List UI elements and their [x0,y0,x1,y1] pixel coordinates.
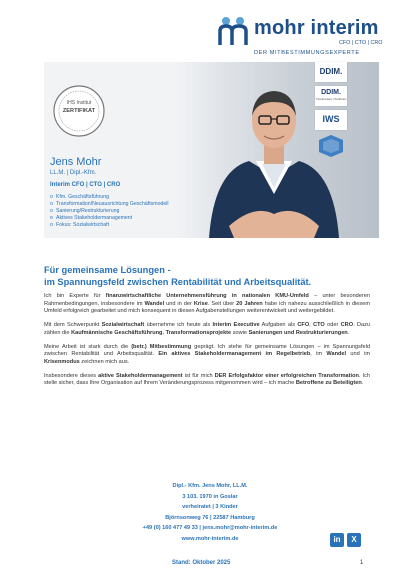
iws-logo-text: IWS [322,114,340,124]
bullet-icon: o [50,222,53,228]
emphasis-text: Transformationsprojekte [165,329,232,336]
emphasis-text: Sozialwirtschaft [101,322,145,329]
logo-tagline: DER MITBESTIMMUNGSEXPERTE [254,50,360,56]
emphasis-text: Krisenmodus [44,358,80,365]
badge-institute-label: IHS Institut [66,100,92,106]
profile-credentials: LL.M. | Dipl.-Kfm. [50,170,97,176]
paragraph-text: , [162,329,166,336]
emphasis-text: Interim Executive [212,322,260,329]
bullet-icon: o [50,208,53,214]
emphasis-text: Ein aktives Stakeholdermanagement im Regelbetrieb [158,351,311,358]
paragraph-text: habe ich nahezu ausschließlich in diesem Umfeld erfolgreich gearbeitet und mich konsequent in diesen Aufgabenstellungen weiterentwickelt und weitergebildet. [44,300,370,315]
paragraph-text: geprägt. Ich stehe für gemeinsame Lösungen – im Spannungsfeld zwischen Rentabilität und Arbeitsqualität. [44,343,370,358]
emphasis-text: Krise [193,300,208,307]
contact-family: verheiratet | 3 Kinder [182,504,238,510]
emphasis-text: 20 Jahren [236,300,263,307]
linkedin-icon[interactable] [330,533,344,547]
section-heading-line2: im Spannungsfeld zwischen Rentabilität und Arbeitsqualität. [44,277,312,287]
focus-item-label: Sanierung/Restrukturierung [56,208,120,214]
list-item [50,208,169,215]
ddim-logo [315,62,347,82]
list-item [50,201,169,208]
badge-certificate-label: ZERTIFIKAT [62,108,96,114]
paragraph-text: Mit dem Schwerpunkt [44,322,102,329]
emphasis-text: Wandel [144,300,165,307]
bullet-icon: o [50,201,53,207]
emphasis-text: Kaufmännische Geschäftsführung [71,329,163,336]
icf-badge [315,134,347,158]
ddim-logo-text: DDIM. [319,67,343,76]
paragraph-text: . Dazu zählen die [44,322,371,336]
contact-birth: 3 103. 1970 in Goslar [182,493,238,500]
paragraph-text: , im [310,351,327,358]
emphasis-text: Wandel [326,351,347,358]
paragraph-expertise [44,293,370,316]
emphasis-text: finanzwirtschaftliche Unternehmensführung in nationalen KMU-Umfeld [105,293,309,299]
profile-name: Jens Mohr [50,156,102,168]
emphasis-text: CTO [313,322,325,329]
focus-item-label: Kfm. Geschäftsführung [56,194,110,200]
ddim-healthcare-logo-text: DDIM. [321,89,341,96]
paragraph-focus [44,322,370,337]
paragraph-text: . Ich stelle sicher, dass Ihre Organisation auf Ihrem Veränderungsprozess mitgenommen wird – ich mache [44,372,370,387]
linkedin-icon-label: in [333,535,341,544]
ddim-healthcare-logo-sub: Transformation | Healthcare [315,98,347,101]
contact-phone-email[interactable]: +49 (0) 160 477 49 33 | jens.mohr@mohr-interim.de [142,525,278,531]
paragraph-text: Meine Arbeit ist stark durch die [44,343,132,350]
emphasis-text: Sanierungen und Restrukturierungen [248,329,348,336]
paragraph-text: . [347,329,350,336]
profile-roles: Interim CFO | CTO | CRO [50,182,121,188]
paragraph-text: . [361,380,364,387]
paragraph-text: Ich bin Experte für [44,293,106,299]
icf-badge-icon [315,134,347,158]
paragraph-codetermination [44,344,370,367]
paragraph-text: zeichnen mich aus. [79,358,130,365]
emphasis-text: CFO [297,322,310,329]
footer-date: Stand: Oktober 2025 [172,560,231,566]
iws-logo [315,110,347,130]
contact-name: Dipl.- Kfm. Jens Mohr, LL.M. [172,483,248,489]
focus-list [50,194,169,229]
page-number: 1 [360,560,364,566]
focus-item-label: Aktives Stakeholdermanagement [56,215,133,221]
emphasis-text: DER Erfolgsfaktor einer erfolgreichen Transformation [214,372,359,379]
emphasis-text: aktive Stakeholdermanagement [98,372,183,379]
paragraph-text: sowie [231,329,249,336]
paragraph-text: übernehme ich heute als [144,322,213,329]
logo-wordmark: mohr interim [254,17,379,39]
mohr-interim-logo [218,15,383,56]
body-text [44,293,370,394]
paragraph-text: Aufgaben als [259,322,298,329]
emphasis-text: (betr.) Mitbestimmung [131,343,192,350]
ddim-healthcare-logo [315,86,347,106]
paragraph-text: und in der [164,300,194,307]
paragraph-text: . Seit über [207,300,237,307]
paragraph-text: , [309,322,314,329]
logo-mark-icon [218,15,250,47]
emphasis-text: CRO [340,322,354,329]
xing-icon[interactable] [347,533,361,547]
bullet-icon: o [50,215,53,221]
paragraph-text: Insbesondere dieses [44,372,99,379]
list-item [50,215,169,222]
paragraph-text: und im [346,351,370,358]
list-item [50,222,169,229]
focus-item-label: Transformation/Neuausrichtung Geschäftsmodell [56,201,169,207]
paragraph-text: oder [324,322,341,329]
paragraph-stakeholder [44,373,370,388]
focus-item-label: Fokus: Sozialwirtschaft [56,222,110,228]
contact-block [100,481,320,544]
logo-subline: CFO | CTO | CRO [339,40,383,46]
emphasis-text: Betroffene zu Beteiligten [295,380,362,387]
paragraph-text: – unter besonderen Rahmenbedingungen, insbesondere im [44,293,370,307]
list-item [50,194,169,201]
paragraph-text: ist für mich [182,372,215,379]
section-heading-line1: Für gemeinsame Lösungen - [44,265,171,275]
contact-website-link[interactable]: www.mohr-interim.de [181,535,239,542]
bullet-icon: o [50,194,53,200]
xing-icon-label: X [351,535,357,544]
contact-address: Björnsonweg 76 | 22587 Hamburg [165,514,255,521]
